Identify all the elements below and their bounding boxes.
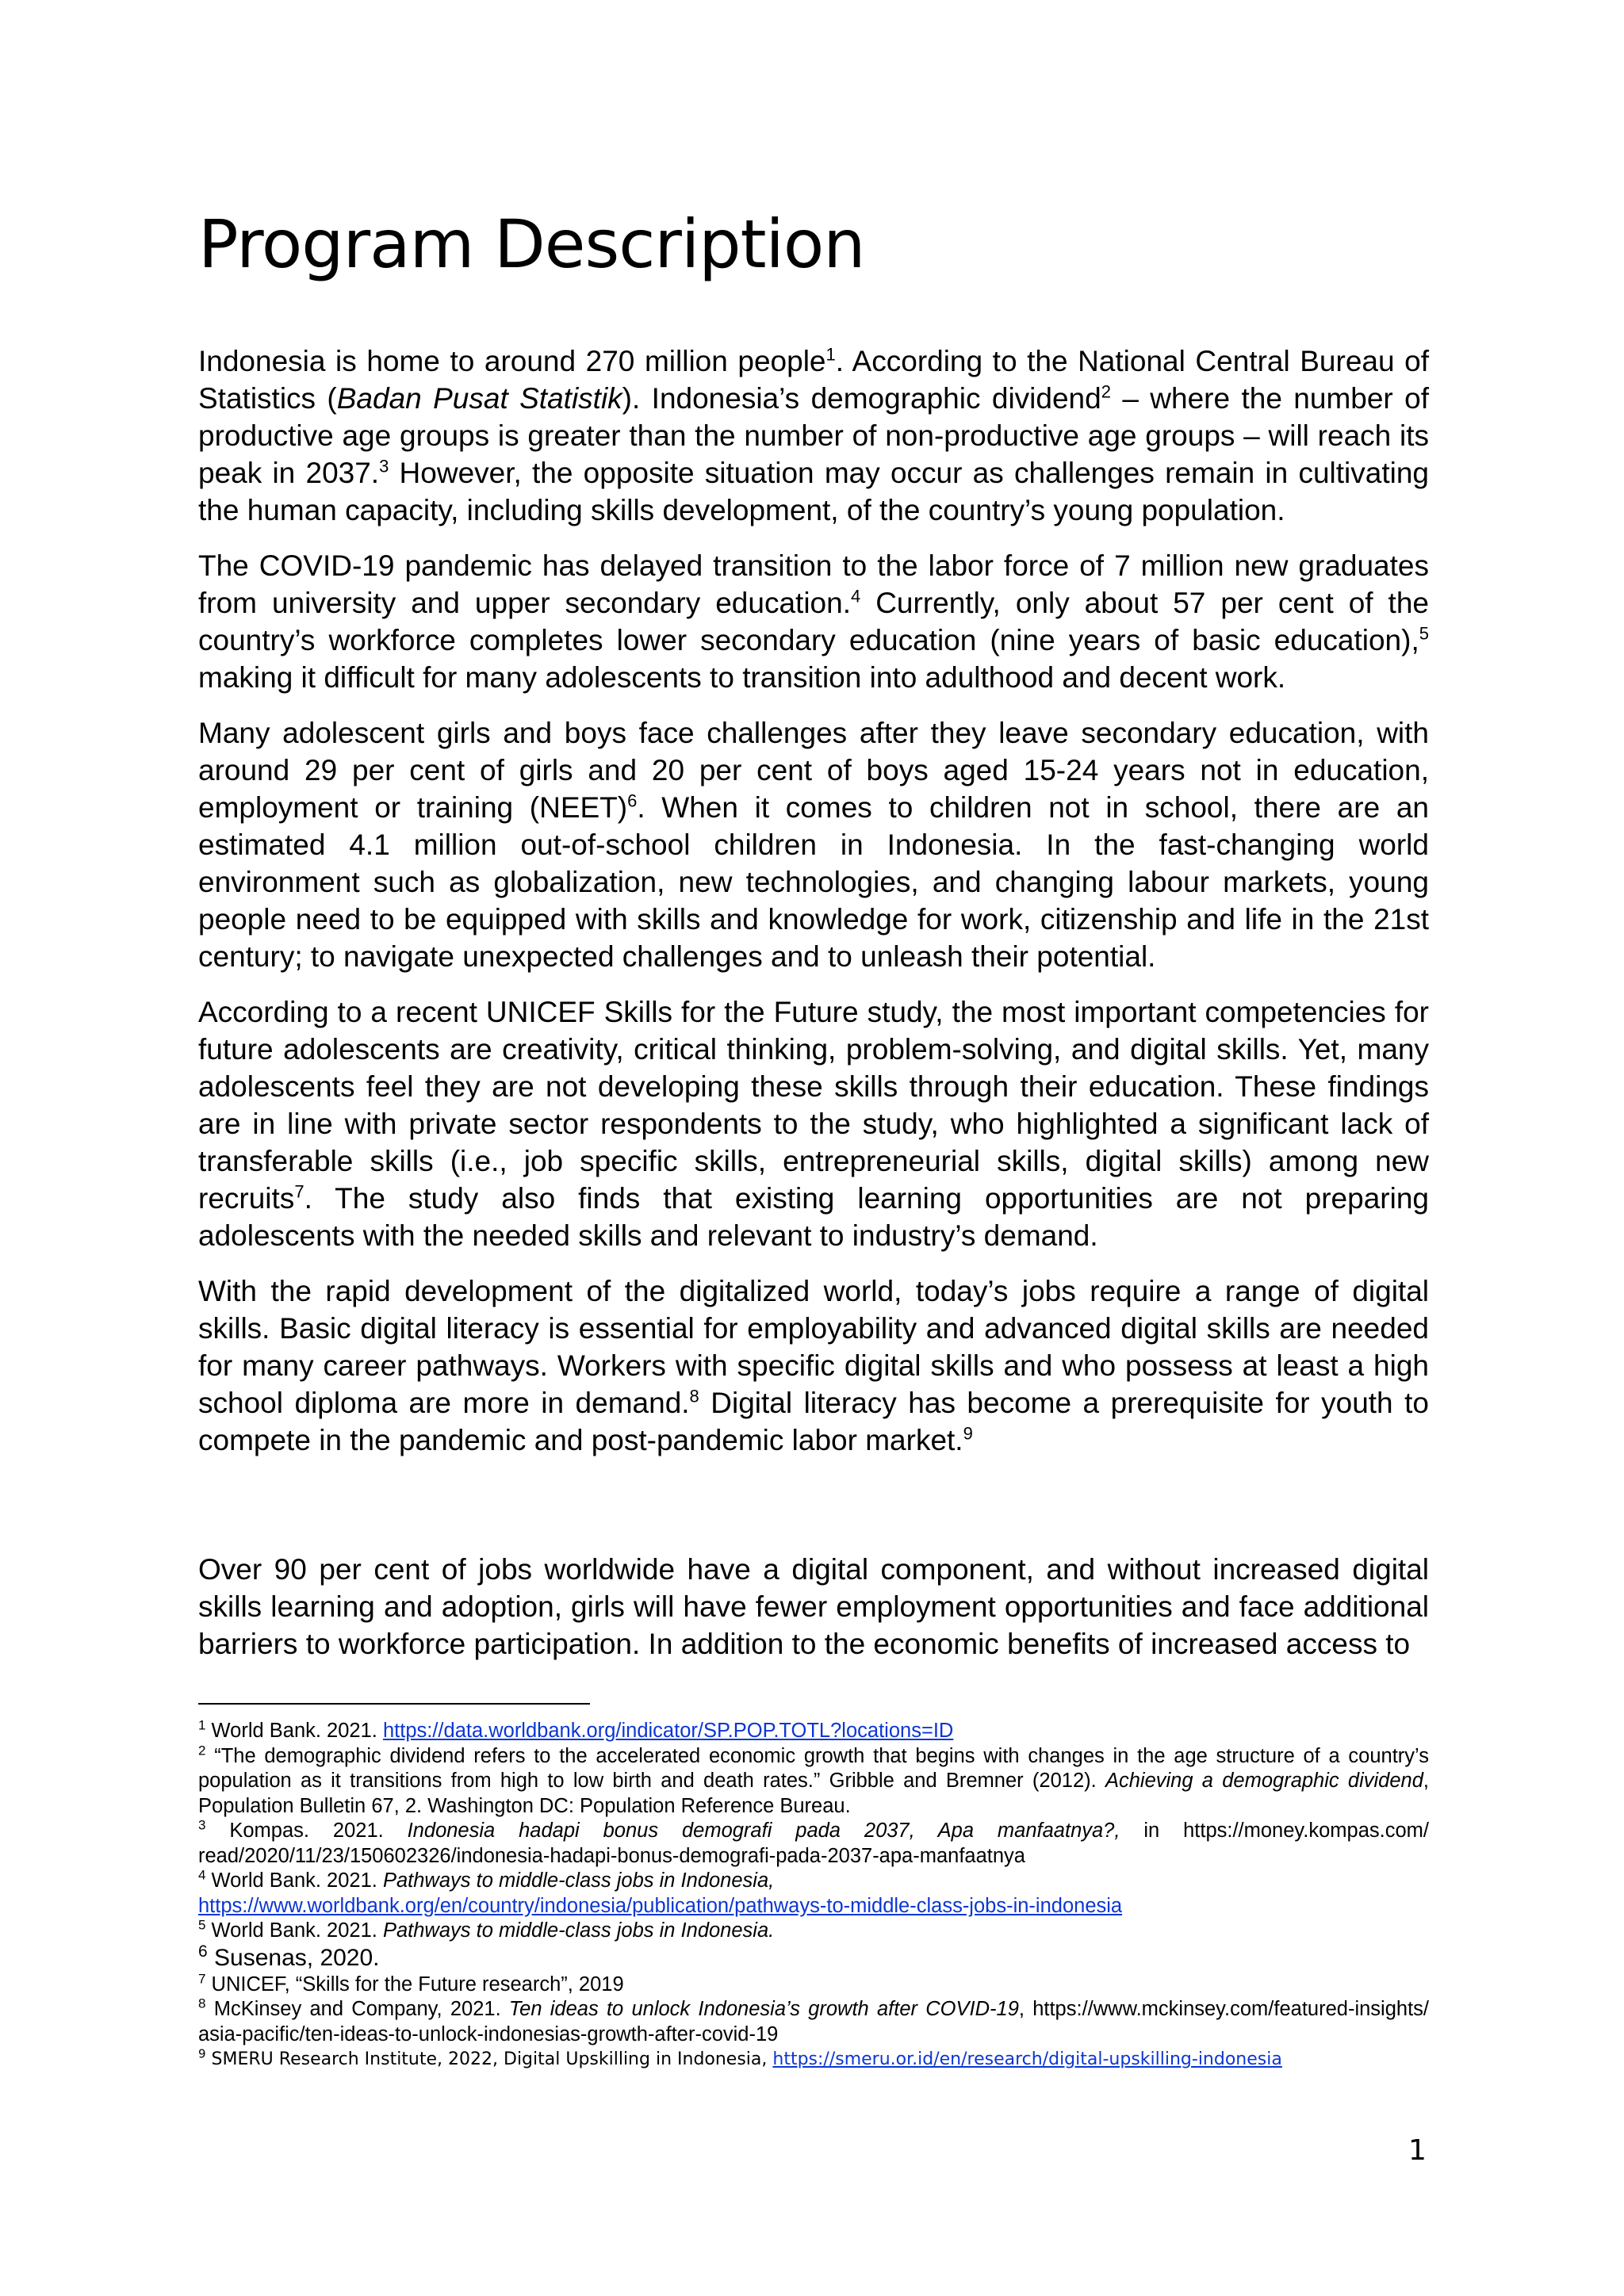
footnote-separator bbox=[198, 1703, 590, 1705]
footnote-6: $^6$ Susenas, 2020. bbox=[198, 1942, 380, 1971]
footnote-ref-9[interactable]: 9 bbox=[963, 1423, 973, 1444]
footnote-ref-6[interactable]: 6 bbox=[627, 790, 638, 811]
footnote-2: $^2$ “The demographic dividend refers to the accelerated economic growth that begins with changes in the age structure of a country’s population as it transitions from high to low birth and death rates.” Gribble and Bremner (2012). Achieving a demographic dividend, Population Bulletin 67, 2. Washington DC: Population Reference Bureau. bbox=[198, 1743, 1429, 1817]
footnote-ref-1[interactable]: 1 bbox=[825, 344, 836, 365]
footnote-ref-3[interactable]: 3 bbox=[379, 456, 389, 476]
footnote-1: $^1$ World Bank. 2021. https://data.worldbank.org/indicator/SP.POP.TOTL?locations=ID bbox=[198, 1717, 954, 1742]
footnotes bbox=[198, 1719, 1429, 2072]
paragraph-3: Many adolescent girls and boys face challenges after they leave secondary education, with around 29 per cent of girls and 20 per cent of boys aged 15-24 years not in education, employment or training (NEET)$^6$. When it comes to children not in school, there are an estimated 4.1 million out-of-school children in Indonesia. In the fast-changing world environment such as globalization, new technologies, and changing labour markets, young people need to be equipped with skills and knowledge for work, citizenship and life in the 21st century; to navigate unexpected challenges and to unleash their potential. bbox=[198, 717, 1429, 973]
footnote-4-link[interactable]: https://www.worldbank.org/en/country/indonesia/publication/pathways-to-middle-class-jobs-in-indonesia bbox=[198, 1894, 1123, 1917]
paragraph-4: According to a recent UNICEF Skills for the Future study, the most important competencies for future adolescents are creativity, critical thinking, problem-solving, and digital skills. Yet, many adolescents feel they are not developing these skills through their education. These findings are in line with private sector respondents to the study, who highlighted a significant lack of transferable skills (i.e., job specific skills, entrepreneurial skills, digital skills) among new recruits$^7$. The study also finds that existing learning opportunities are not preparing adolescents with the needed skills and relevant to industry’s demand. bbox=[198, 996, 1429, 1252]
footnote-ref-4[interactable]: 4 bbox=[850, 586, 861, 607]
footnote-9-link[interactable]: https://smeru.or.id/en/research/digital-upskilling-indonesia bbox=[772, 2049, 1282, 2069]
body-text bbox=[198, 342, 1429, 1681]
paragraph-2: The COVID-19 pandemic has delayed transition to the labor force of 7 million new graduates from university and upper secondary education.$^4$ Currently, only about 57 per cent of the country’s workforce completes lower secondary education (nine years of basic education),$^5$ making it difficult for many adolescents to transition into adulthood and decent work. bbox=[198, 549, 1429, 694]
paragraph-6: Over 90 per cent of jobs worldwide have a digital component, and without increased digital skills learning and adoption, girls will have fewer employment opportunities and face additional barriers to workforce participation. In addition to the economic benefits of increased access to bbox=[198, 1553, 1429, 1660]
paragraph-1: Indonesia is home to around 270 million people$^1$. According to the National Central Bureau of Statistics (Badan Pusat Statistik). Indonesia’s demographic dividend$^2$ – where the number of productive age groups is greater than the number of non-productive age groups – will reach its peak in 2037.$^3$ However, the opposite situation may occur as challenges remain in cultivating the human capacity, including skills development, of the country’s young population. bbox=[198, 344, 1429, 526]
footnote-9: $^9$ SMERU Research Institute, 2022, Digital Upskilling in Indonesia, https://smeru.or.id/en/research/digital-upskilling-indonesia bbox=[198, 2046, 1282, 2069]
footnote-ref-7[interactable]: 7 bbox=[294, 1181, 304, 1202]
footnote-1-link[interactable]: https://data.worldbank.org/indicator/SP.POP.TOTL?locations=ID bbox=[382, 1720, 954, 1742]
footnote-7: $^7$ UNICEF, “Skills for the Future research”, 2019 bbox=[198, 1971, 624, 1996]
footnote-3: $^3$ Kompas. 2021. Indonesia hadapi bonus demografi pada 2037, Apa manfaatnya?, in https://money.kompas.com/ read/2020/11/23/150602326/indonesia-hadapi-bonus-demografi-pada-2037-apa-manfaatnya bbox=[198, 1817, 1429, 1867]
page-title: Program Description bbox=[198, 205, 865, 283]
footnote-ref-8[interactable]: 8 bbox=[689, 1386, 699, 1406]
footnote-5: $^5$ World Bank. 2021. Pathways to middle-class jobs in Indonesia. bbox=[198, 1917, 775, 1942]
page-number: 1 bbox=[1408, 2134, 1427, 2167]
footnote-4: $^4$ World Bank. 2021. Pathways to middle-class jobs in Indonesia, https://www.worldbank.org/en/country/indonesia/publication/pathways-to-middle-class-jobs-in-indonesia bbox=[198, 1867, 1123, 1917]
footnote-8: $^8$ McKinsey and Company, 2021. Ten ideas to unlock Indonesia’s growth after COVID-19, https://www.mckinsey.com/featured-insights/ asia-pacific/ten-ideas-to-unlock-indonesias-growth-after-covid-19 bbox=[198, 1996, 1429, 2045]
footnote-ref-5[interactable]: 5 bbox=[1419, 623, 1429, 644]
footnote-ref-2[interactable]: 2 bbox=[1101, 381, 1111, 402]
paragraph-5: With the rapid development of the digitalized world, today’s jobs require a range of digital skills. Basic digital literacy is essential for employability and advanced digital skills are needed for many career pathways. Workers with specific digital skills and who possess at least a high school diploma are more in demand.$^8$ Digital literacy has become a prerequisite for youth to compete in the pandemic and post-pandemic labor market.$^9$ bbox=[198, 1275, 1429, 1456]
